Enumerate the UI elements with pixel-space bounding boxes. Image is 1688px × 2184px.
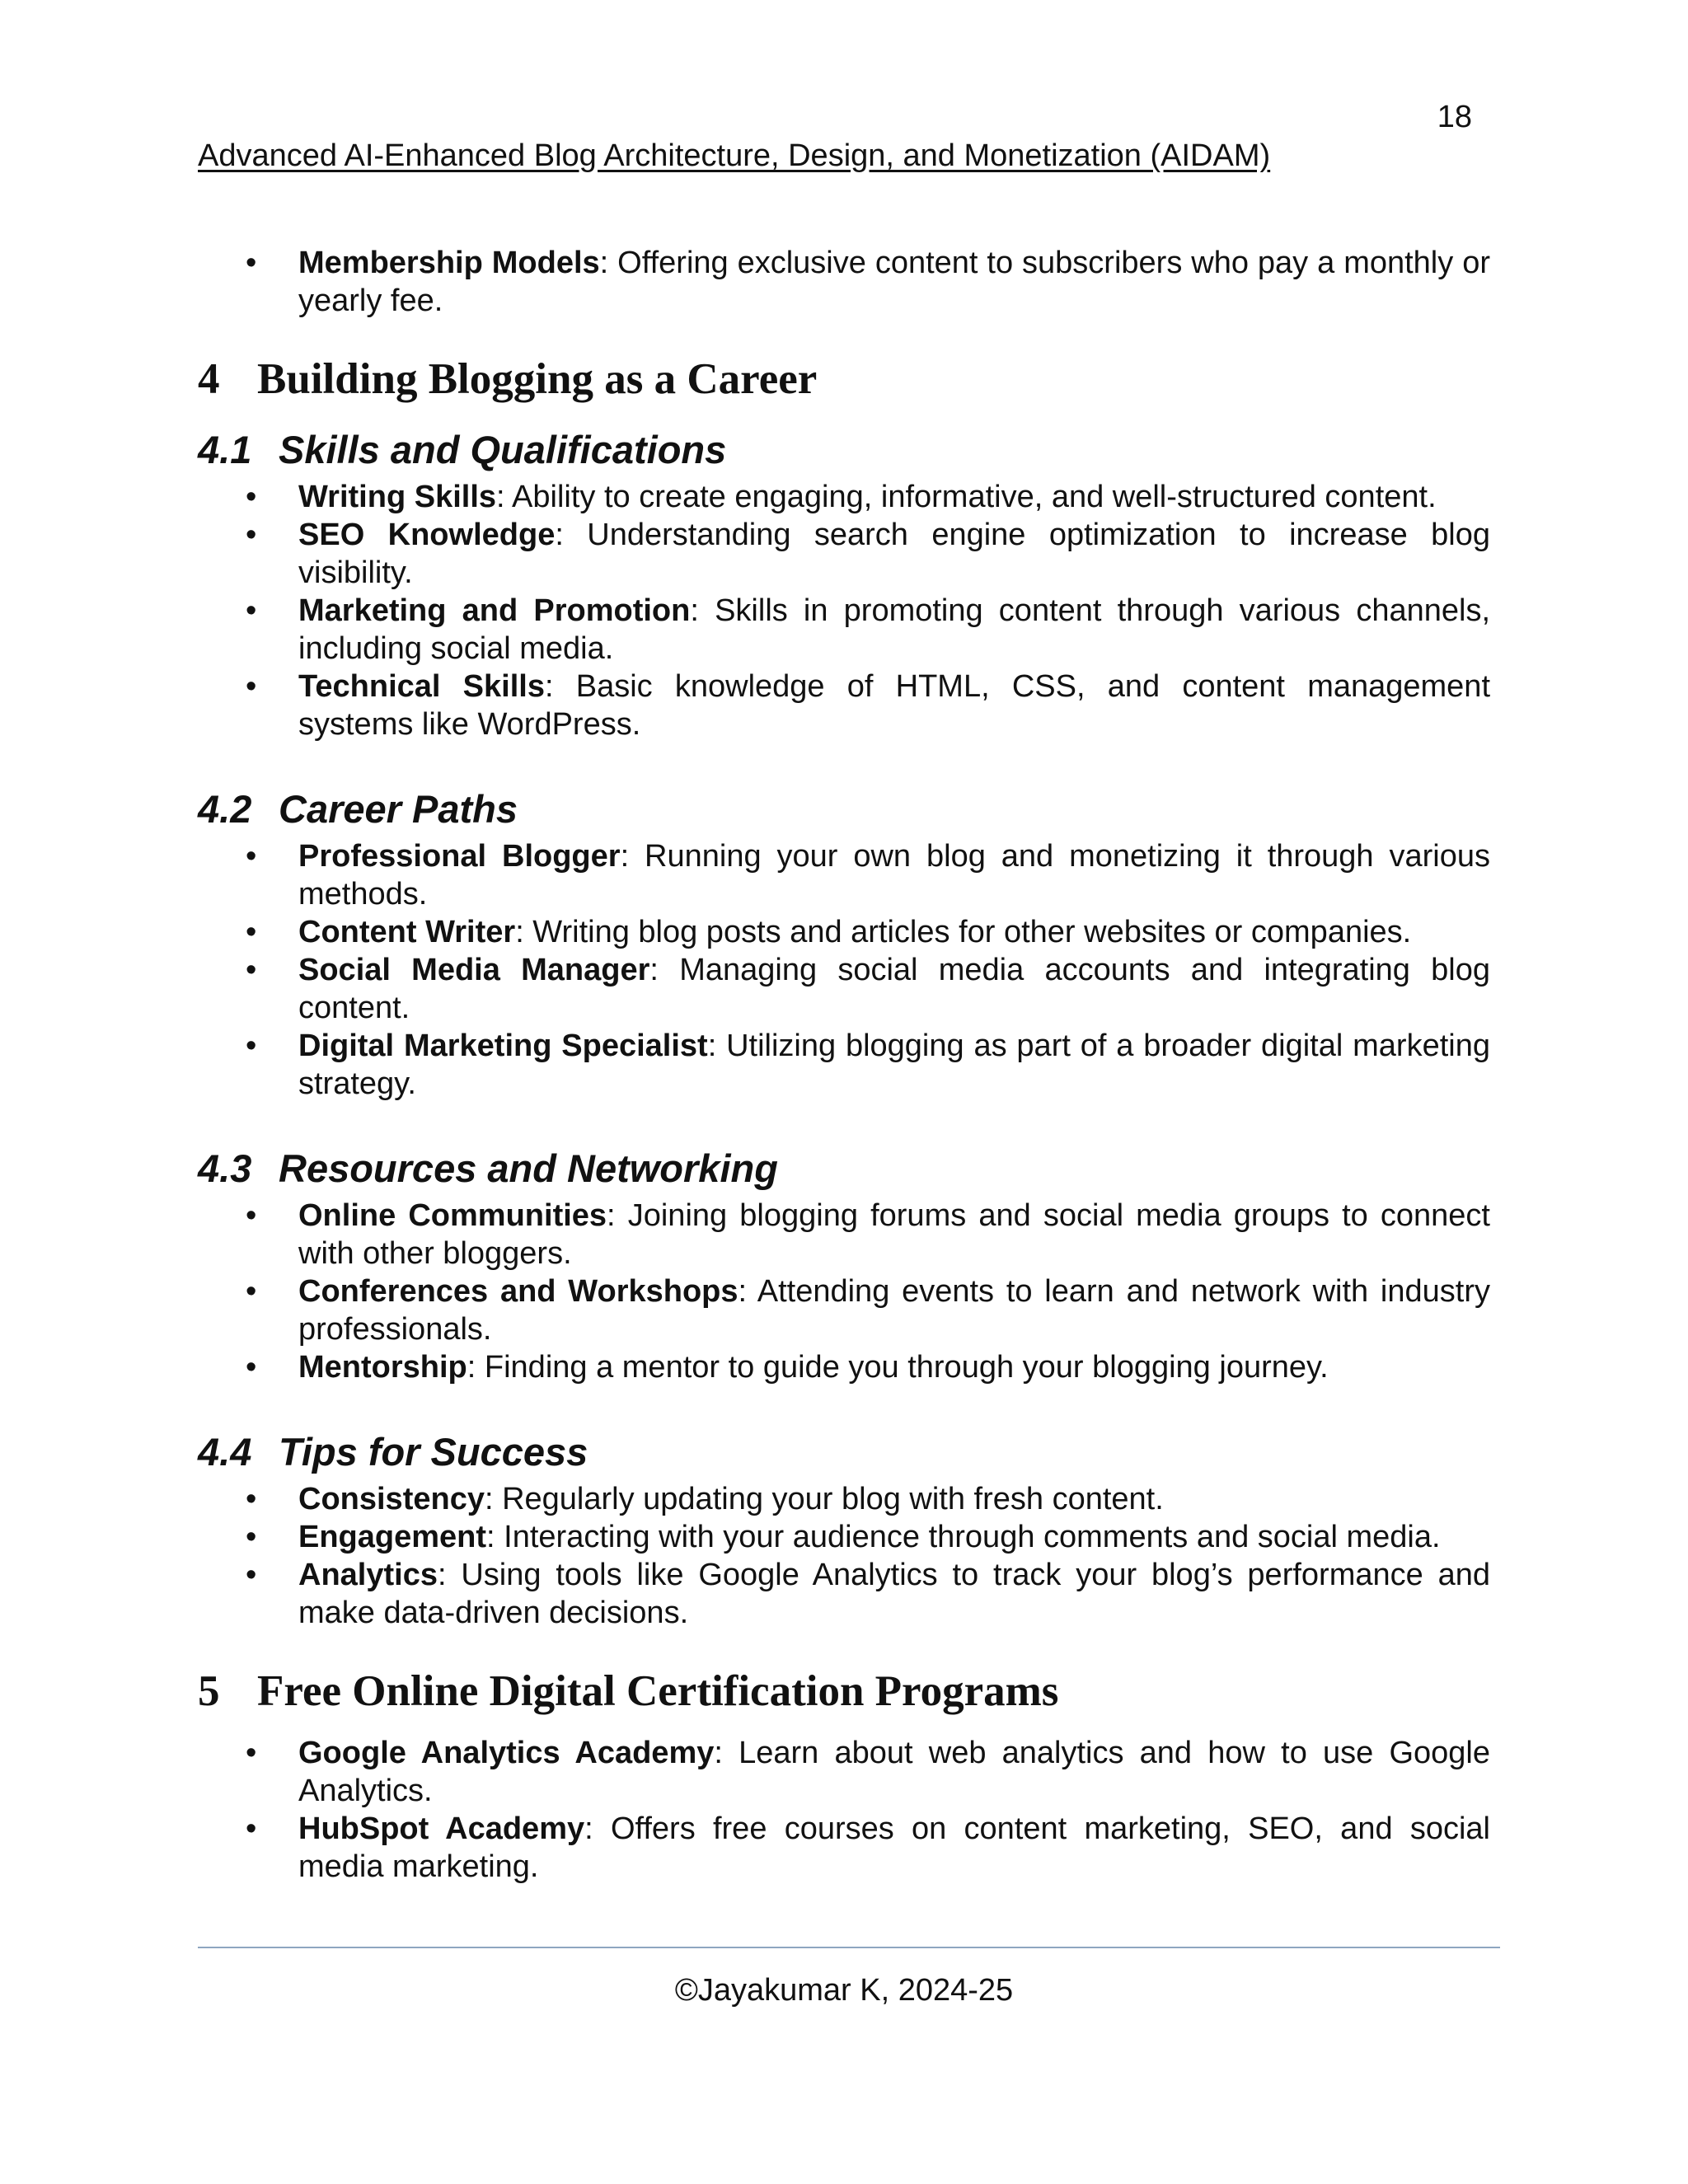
subsection-title: Skills and Qualifications — [279, 428, 727, 471]
bullet-icon: • — [246, 1274, 257, 1309]
item-description: : Interacting with your audience through comments and social media. — [486, 1520, 1441, 1554]
item-description: : Learn about web analytics and how to use Google Analytics. — [298, 1736, 1490, 1808]
bullet-icon: • — [246, 669, 257, 704]
subsection-number: 4.2 — [198, 787, 252, 831]
item-term: SEO Knowledge — [298, 518, 556, 552]
item-description: : Skills in promoting content through various channels, including social media. — [298, 593, 1490, 666]
bullet-icon: • — [246, 480, 257, 514]
item-term: Technical Skills — [298, 669, 545, 704]
subsection-number: 4.1 — [198, 428, 252, 471]
certification-list — [198, 1734, 1490, 1886]
list-item — [198, 1197, 1490, 1272]
list-item — [198, 1348, 1490, 1386]
section-heading — [198, 1648, 1490, 1734]
list-item — [198, 668, 1490, 743]
item-description: : Regularly updating your blog with fresh content. — [484, 1482, 1164, 1516]
resources-list — [198, 1197, 1490, 1386]
bullet-icon: • — [246, 1736, 257, 1770]
subsection-heading — [198, 422, 1490, 478]
item-description: : Managing social media accounts and integrating blog content. — [298, 953, 1490, 1025]
item-term: Digital Marketing Specialist — [298, 1029, 708, 1063]
item-term: Google Analytics Academy — [298, 1736, 715, 1770]
subsection-heading — [198, 1424, 1490, 1480]
item-term: Consistency — [298, 1482, 485, 1516]
item-description: : Using tools like Google Analytics to track your blog’s performance and make data-driven decisions. — [298, 1558, 1490, 1630]
item-description: : Finding a mentor to guide you through your blogging journey. — [467, 1350, 1329, 1385]
list-item — [198, 837, 1490, 913]
bullet-icon: • — [246, 246, 257, 280]
list-item — [198, 478, 1490, 516]
item-term: Writing Skills — [298, 480, 497, 514]
page-content — [198, 244, 1490, 1886]
subsection-number: 4.4 — [198, 1430, 252, 1474]
bullet-icon: • — [246, 1350, 257, 1385]
item-term: Engagement — [298, 1520, 487, 1554]
item-term: Marketing and Promotion — [298, 593, 691, 628]
section-title: Free Online Digital Certification Programs — [257, 1667, 1059, 1715]
bullet-icon: • — [246, 915, 257, 949]
list-item — [198, 244, 1490, 320]
list-item — [198, 1556, 1490, 1632]
list-item — [198, 516, 1490, 592]
subsection-title: Resources and Networking — [279, 1146, 778, 1190]
bullet-icon: • — [246, 1482, 257, 1516]
footer-copyright: ©Jayakumar K, 2024-25 — [674, 1973, 1014, 2008]
tips-list — [198, 1480, 1490, 1632]
section-heading — [198, 336, 1490, 422]
section-title: Building Blogging as a Career — [257, 355, 818, 403]
list-item — [198, 1272, 1490, 1348]
item-term: Social Media Manager — [298, 953, 650, 987]
item-term: Content Writer — [298, 915, 516, 949]
bullet-icon: • — [246, 518, 257, 552]
bullet-icon: • — [246, 1029, 257, 1063]
running-header: Advanced AI-Enhanced Blog Architecture, Design, and Monetization (AIDAM) — [198, 138, 1271, 173]
item-description: : Attending events to learn and network with industry professionals. — [298, 1274, 1490, 1347]
list-item — [198, 913, 1490, 951]
list-item — [198, 1480, 1490, 1518]
item-description: : Writing blog posts and articles for other websites or companies. — [515, 915, 1412, 949]
item-description: : Utilizing blogging as part of a broader digital marketing strategy. — [298, 1029, 1490, 1101]
item-term: HubSpot Academy — [298, 1811, 585, 1846]
skills-list — [198, 478, 1490, 743]
subsection-title: Career Paths — [279, 787, 518, 831]
bullet-icon: • — [246, 1520, 257, 1554]
item-description: : Basic knowledge of HTML, CSS, and content management systems like WordPress. — [298, 669, 1491, 742]
item-term: Professional Blogger — [298, 839, 621, 874]
item-term: Analytics — [298, 1558, 438, 1592]
list-item — [198, 1810, 1490, 1886]
footer-rule — [198, 1947, 1500, 1948]
bullet-icon: • — [246, 953, 257, 987]
bullet-icon: • — [246, 1811, 257, 1846]
item-description: : Ability to create engaging, informative, and well-structured content. — [496, 480, 1437, 514]
page-number: 18 — [1437, 100, 1472, 134]
bullet-icon: • — [246, 1558, 257, 1592]
list-item — [198, 951, 1490, 1027]
subsection-heading — [198, 1141, 1490, 1197]
list-item — [198, 1734, 1490, 1810]
item-description: : Offers free courses on content marketing, SEO, and social media marketing. — [298, 1811, 1490, 1884]
list-item — [198, 1027, 1490, 1103]
subsection-heading — [198, 781, 1490, 837]
subsection-number: 4.3 — [198, 1146, 252, 1190]
subsection-title: Tips for Success — [279, 1430, 588, 1474]
section-number: 5 — [198, 1667, 220, 1715]
list-item — [198, 1518, 1490, 1556]
item-description: : Understanding search engine optimization to increase blog visibility. — [298, 518, 1490, 590]
item-description: : Joining blogging forums and social media groups to connect with other bloggers. — [298, 1198, 1490, 1271]
bullet-icon: • — [246, 1198, 257, 1233]
item-term: Mentorship — [298, 1350, 467, 1385]
item-description: : Running your own blog and monetizing it through various methods. — [298, 839, 1490, 912]
intro-list — [198, 244, 1490, 320]
list-item — [198, 592, 1490, 668]
item-term: Membership Models — [298, 246, 600, 280]
bullet-icon: • — [246, 593, 257, 628]
item-description: : Offering exclusive content to subscribers who pay a monthly or yearly fee. — [298, 246, 1490, 318]
bullet-icon: • — [246, 839, 257, 874]
section-number: 4 — [198, 355, 220, 403]
item-term: Online Communities — [298, 1198, 607, 1233]
career-paths-list — [198, 837, 1490, 1103]
item-term: Conferences and Workshops — [298, 1274, 738, 1309]
